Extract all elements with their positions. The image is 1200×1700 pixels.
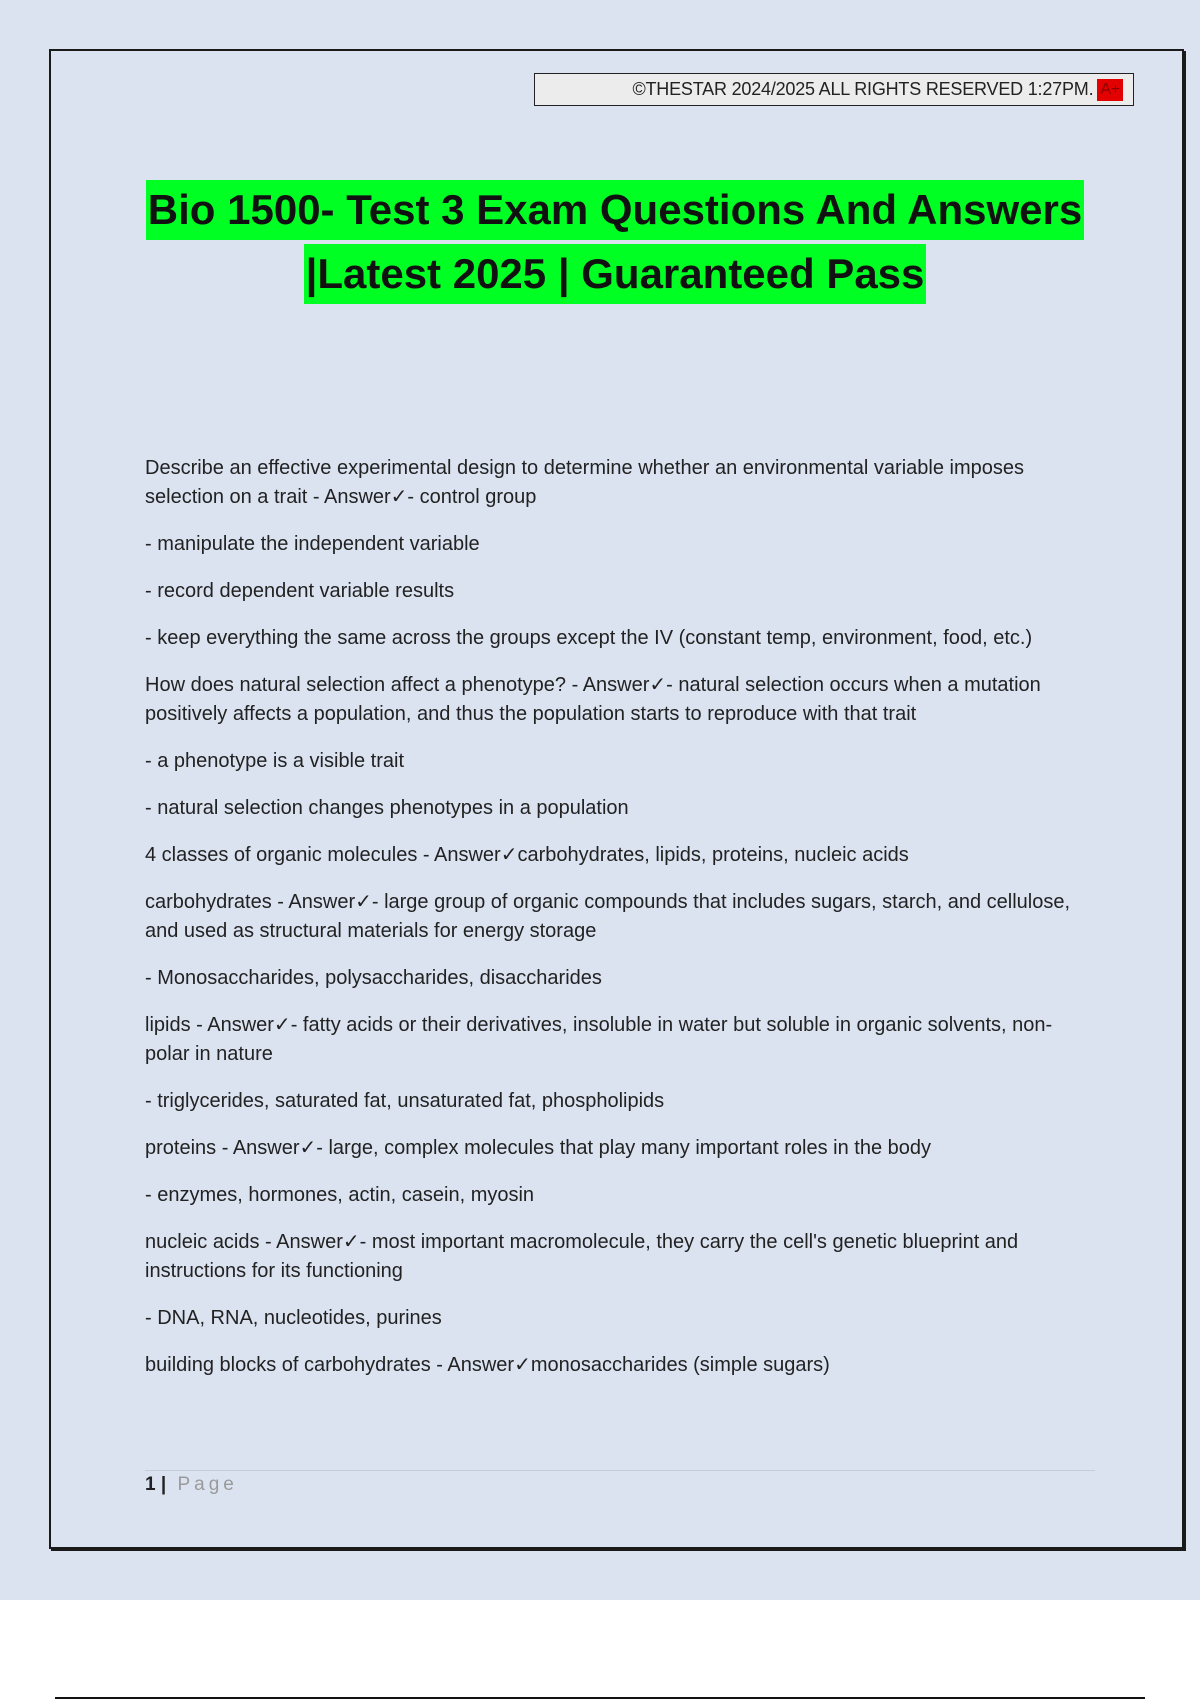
document-title	[80, 178, 1150, 306]
qa-paragraph: - a phenotype is a visible trait	[145, 750, 405, 772]
qa-paragraph: nucleic acids - Answer✓- most important macromolecule, they carry the cell's genetic blueprint and instructions for its functioning	[145, 1231, 1019, 1282]
qa-paragraph: Describe an effective experimental design to determine whether an environmental variable imposes selection on a trait - Answer✓- control group	[145, 457, 1024, 508]
page-number-separator: |	[160, 1474, 167, 1495]
qa-paragraph: How does natural selection affect a phenotype? - Answer✓- natural selection occurs when a mutation positively affects a population, and thus the population starts to reproduce with that trait	[145, 674, 1041, 725]
page-label: Page	[177, 1474, 238, 1495]
qa-paragraph: lipids - Answer✓- fatty acids or their derivatives, insoluble in water but soluble in organic solvents, non-polar in nature	[145, 1014, 1053, 1065]
qa-paragraph: proteins - Answer✓- large, complex molecules that play many important roles in the body	[145, 1137, 932, 1159]
title-line-1: Bio 1500- Test 3 Exam Questions And Answers	[146, 180, 1084, 240]
page-number-value: 1	[145, 1474, 156, 1495]
qa-paragraph: building blocks of carbohydrates - Answer✓monosaccharides (simple sugars)	[145, 1354, 830, 1376]
qa-paragraph: - record dependent variable results	[145, 580, 455, 602]
qa-paragraph: - keep everything the same across the groups except the IV (constant temp, environment, food, etc.)	[145, 627, 1033, 649]
qa-content	[145, 454, 1095, 1398]
qa-paragraph: carbohydrates - Answer✓- large group of organic compounds that includes sugars, starch, and cellulose, and used as structural materials for energy storage	[145, 891, 1071, 942]
grade-badge: A+	[1097, 79, 1123, 101]
title-line-2: |Latest 2025 | Guaranteed Pass	[304, 244, 927, 304]
qa-paragraph: - Monosaccharides, polysaccharides, disaccharides	[145, 967, 602, 989]
bottom-divider	[55, 1697, 1145, 1699]
page-number	[145, 1474, 238, 1496]
qa-paragraph: - triglycerides, saturated fat, unsaturated fat, phospholipids	[145, 1090, 665, 1112]
qa-paragraph: - manipulate the independent variable	[145, 533, 480, 555]
qa-paragraph: - natural selection changes phenotypes in a population	[145, 797, 629, 819]
copyright-header	[534, 73, 1134, 106]
footer-divider	[145, 1470, 1095, 1471]
qa-paragraph: - DNA, RNA, nucleotides, purines	[145, 1307, 442, 1329]
qa-paragraph: 4 classes of organic molecules - Answer✓carbohydrates, lipids, proteins, nucleic acids	[145, 844, 909, 866]
copyright-text: ©THESTAR 2024/2025 ALL RIGHTS RESERVED 1:27PM.	[632, 79, 1094, 99]
qa-paragraph: - enzymes, hormones, actin, casein, myosin	[145, 1184, 535, 1206]
